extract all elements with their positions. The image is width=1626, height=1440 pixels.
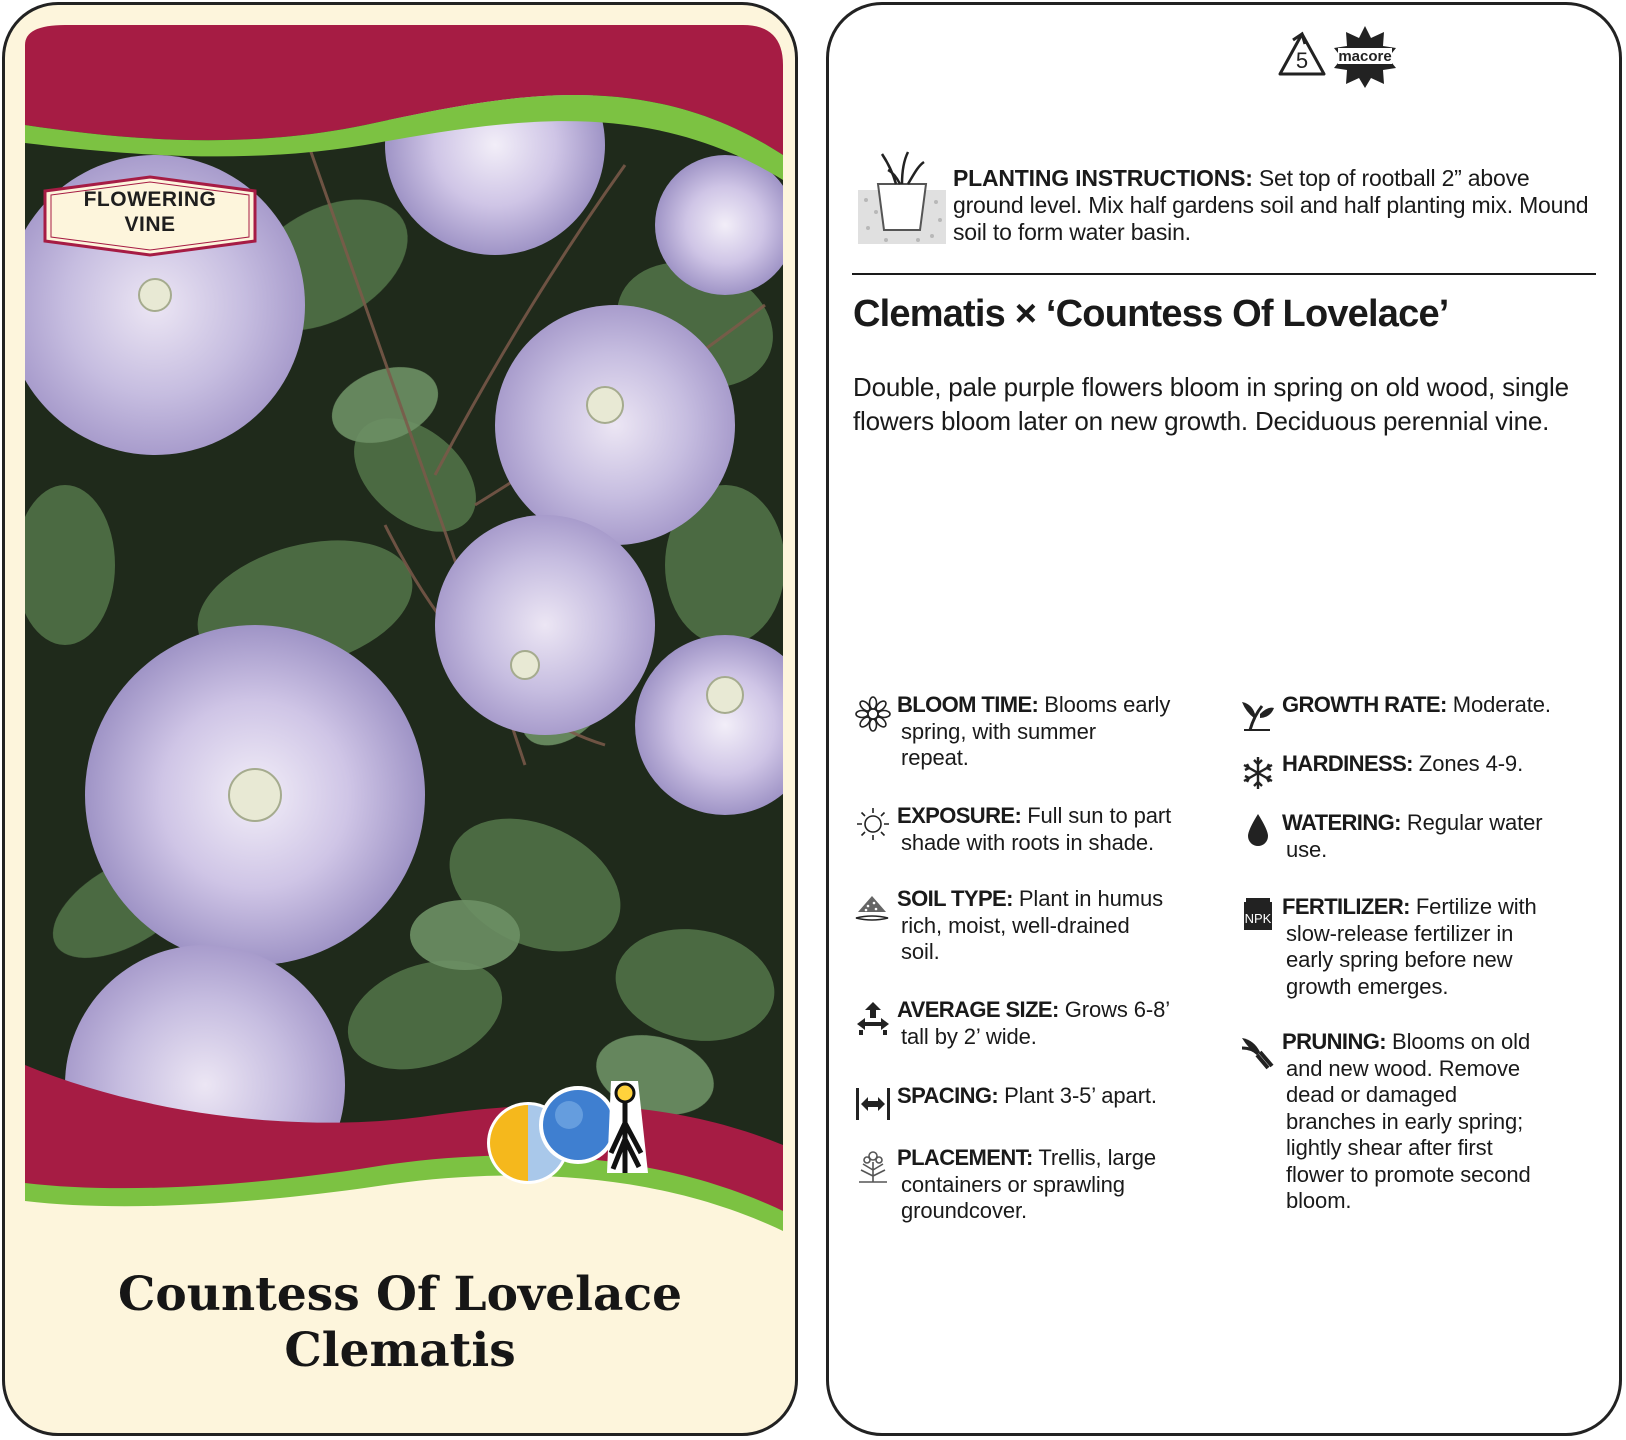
common-name-line-2: Clematis (284, 1323, 516, 1378)
attr-hardiness (1282, 751, 1602, 778)
shade-icon (539, 1086, 617, 1164)
planting-key: PLANTING INSTRUCTIONS: (953, 165, 1253, 191)
npk-label: NPK (1244, 911, 1272, 926)
pruning-line-3: branches in early spring; (1286, 1108, 1524, 1134)
fertilizer-line-2: early spring before new (1286, 947, 1513, 972)
pruning-key: PRUNING: (1282, 1029, 1386, 1054)
spacing-key: SPACING: (897, 1083, 999, 1108)
planting-instructions (953, 165, 1593, 246)
soil-type-line-1: rich, moist, well-drained (901, 912, 1130, 938)
macore-logo (1330, 24, 1400, 88)
macore-label: macore (1338, 48, 1392, 65)
growth-rate-value: Moderate. (1446, 692, 1551, 717)
pruning-shears-icon (1240, 1034, 1276, 1070)
fertilizer-line-1: slow-release fertilizer in (1286, 920, 1514, 946)
recycle-number: 5 (1295, 48, 1309, 73)
badge-line-2: VINE (124, 213, 176, 236)
soil-icon (854, 890, 890, 926)
average-size-key: AVERAGE SIZE: (897, 997, 1059, 1022)
pruning-value: Blooms on old (1385, 1029, 1531, 1054)
attr-pruning (1282, 1029, 1612, 1215)
sun-icon (855, 806, 891, 842)
exposure-line-1: shade with roots in shade. (901, 829, 1154, 855)
placement-line-2: groundcover. (901, 1198, 1027, 1223)
size-icon (855, 1000, 891, 1036)
attr-spacing (897, 1083, 1227, 1110)
recycle-icon (1272, 28, 1332, 82)
exposure-value: Full sun to part (1021, 803, 1172, 828)
growth-icon (1240, 696, 1276, 732)
fertilizer-value: Fertilize with (1409, 894, 1537, 919)
bloom-time-value: Blooms early (1038, 692, 1171, 717)
attr-bloom-time (897, 692, 1227, 772)
botanical-name: Clematis × ‘Countess Of Lovelace’ (853, 293, 1449, 335)
divider (852, 273, 1596, 275)
growth-rate-key: GROWTH RATE: (1282, 692, 1447, 717)
attr-growth-rate (1282, 692, 1602, 719)
common-name-line-1: Countess Of Lovelace (118, 1267, 682, 1322)
spacing-value: Plant 3-5’ apart. (998, 1083, 1157, 1108)
exposure-icons (483, 1073, 651, 1185)
plant-description: Double, pale purple flowers bloom in spring on old wood, single flowers bloom later on new growth. Deciduous perennial vine. (853, 372, 1569, 436)
pruning-line-2: dead or damaged (1286, 1082, 1457, 1107)
snowflake-icon (1240, 755, 1276, 791)
soil-type-key: SOIL TYPE: (897, 886, 1013, 911)
fertilizer-key: FERTILIZER: (1282, 894, 1410, 919)
badge-line-1: FLOWERING (83, 188, 217, 211)
pruning-line-5: flower to promote second (1286, 1161, 1531, 1187)
hardiness-key: HARDINESS: (1282, 751, 1413, 776)
hardiness-value: Zones 4-9. (1412, 751, 1524, 776)
attr-soil-type (897, 886, 1227, 966)
soil-type-value: Plant in humus (1012, 886, 1163, 911)
flower-icon (855, 696, 891, 732)
watering-line-1: use. (1286, 836, 1328, 862)
npk-icon (1240, 896, 1276, 932)
category-badge (39, 175, 261, 257)
watering-value: Regular water (1400, 810, 1543, 835)
placement-icon (855, 1148, 891, 1184)
common-name (5, 1267, 795, 1379)
placement-line-1: containers or sprawling (901, 1171, 1125, 1197)
fertilizer-line-3: growth emerges. (1286, 973, 1449, 999)
placement-key: PLACEMENT: (897, 1145, 1033, 1170)
water-drop-icon (1240, 812, 1276, 848)
attr-average-size (897, 997, 1227, 1050)
placement-value: Trellis, large (1032, 1145, 1156, 1170)
attr-fertilizer (1282, 894, 1602, 1000)
average-size-line-1: tall by 2’ wide. (901, 1023, 1037, 1049)
attr-placement (897, 1145, 1227, 1225)
pruning-line-6: bloom. (1286, 1188, 1352, 1213)
average-size-value: Grows 6-8’ (1058, 997, 1171, 1022)
spacing-icon (855, 1086, 891, 1122)
exposure-key: EXPOSURE: (897, 803, 1022, 828)
bloom-time-line-1: spring, with summer (901, 718, 1096, 744)
planting-text: Set top of rootball 2” above ground level. Mix half gardens soil and half planting mix. Mound soil to form water basin. (953, 165, 1589, 245)
attr-watering (1282, 810, 1602, 863)
attr-exposure (897, 803, 1227, 856)
bloom-time-key: BLOOM TIME: (897, 692, 1039, 717)
pruning-line-1: and new wood. Remove (1286, 1055, 1521, 1081)
bloom-time-line-2: repeat. (901, 745, 969, 770)
pruning-line-4: lightly shear after first (1286, 1135, 1493, 1160)
planting-pot-icon (856, 150, 948, 246)
flower-plant-icon (607, 1081, 648, 1173)
soil-type-line-2: soil. (901, 939, 940, 964)
plant-tag-front (2, 2, 798, 1436)
watering-key: WATERING: (1282, 810, 1401, 835)
